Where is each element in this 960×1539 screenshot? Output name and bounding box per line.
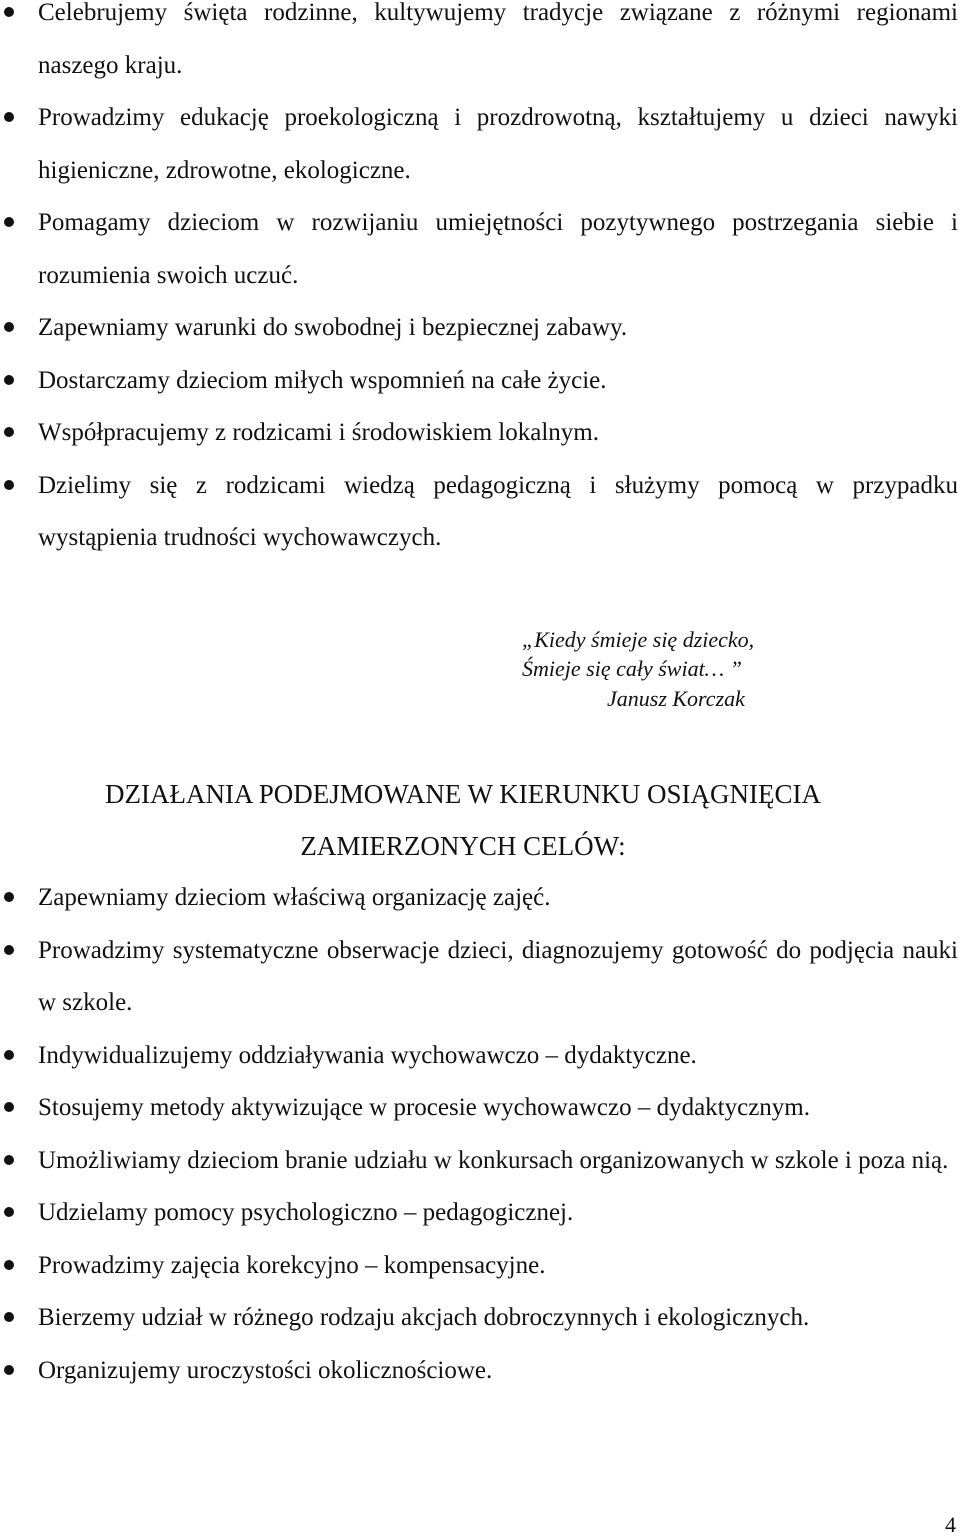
list-item: Dzielimy się z rodzicami wiedzą pedagogiczną i służymy pomocą w przypadku wystąpienia trudności wychowawczych. <box>0 460 958 565</box>
list-item: Umożliwiamy dzieciom branie udziału w konkursach organizowanych w szkole i poza nią. <box>0 1135 958 1188</box>
activities-list <box>0 0 958 565</box>
quote-line-1: „Kiedy śmieje się dziecko, <box>522 627 755 652</box>
section-heading-line-1: DZIAŁANIA PODEJMOWANE W KIERUNKU OSIĄGNIĘCIA <box>105 779 821 809</box>
quote-line-2: Śmieje się cały świat… ” <box>522 656 742 681</box>
list-item: Bierzemy udział w różnego rodzaju akcjach dobroczynnych i ekologicznych. <box>0 1292 958 1345</box>
list-item: Prowadzimy zajęcia korekcyjno – kompensacyjne. <box>0 1240 958 1293</box>
list-item: Zapewniamy dzieciom właściwą organizację zajęć. <box>0 872 958 925</box>
section-heading-line-2: ZAMIERZONYCH CELÓW: <box>300 831 626 861</box>
list-item: Celebrujemy święta rodzinne, kultywujemy tradycje związane z różnymi regionami naszego kraju. <box>0 0 958 92</box>
list-item: Zapewniamy warunki do swobodnej i bezpiecznej zabawy. <box>0 302 958 355</box>
list-item: Stosujemy metody aktywizujące w procesie wychowawczo – dydaktycznym. <box>0 1082 958 1135</box>
list-item: Udzielamy pomocy psychologiczno – pedagogicznej. <box>0 1187 958 1240</box>
list-item: Współpracujemy z rodzicami i środowiskiem lokalnym. <box>0 407 958 460</box>
list-item: Pomagamy dzieciom w rozwijaniu umiejętności pozytywnego postrzegania siebie i rozumienia swoich uczuć. <box>0 197 958 302</box>
list-item: Prowadzimy systematyczne obserwacje dzieci, diagnozujemy gotowość do podjęcia nauki w szkole. <box>0 925 958 1030</box>
quote-author: Janusz Korczak <box>607 686 745 711</box>
page-number: 4 <box>945 1512 956 1537</box>
list-item: Indywidualizujemy oddziaływania wychowawczo – dydaktyczne. <box>0 1030 958 1083</box>
list-item: Prowadzimy edukację proekologiczną i prozdrowotną, kształtujemy u dzieci nawyki higieniczne, zdrowotne, ekologiczne. <box>0 92 958 197</box>
list-item: Organizujemy uroczystości okolicznościowe. <box>0 1345 958 1398</box>
list-item: Dostarczamy dzieciom miłych wspomnień na całe życie. <box>0 355 958 408</box>
actions-list <box>0 872 958 1397</box>
